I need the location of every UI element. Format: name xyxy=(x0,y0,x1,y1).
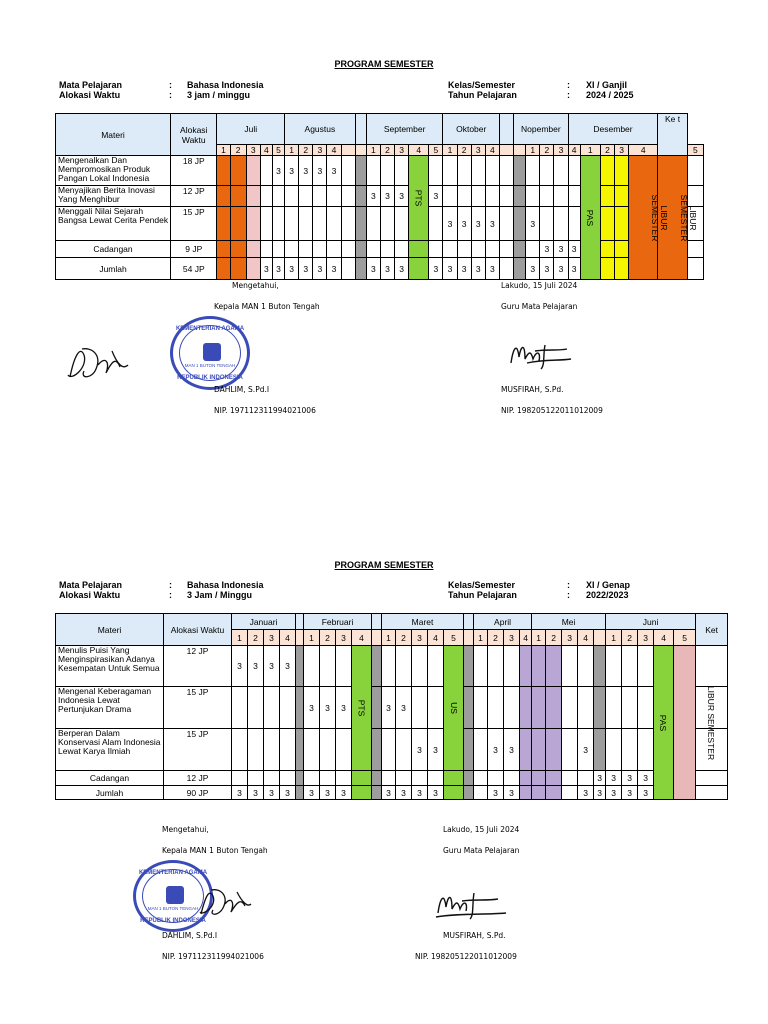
doc2-tempat: Lakudo, 15 Juli 2024 xyxy=(443,825,520,834)
colon: : xyxy=(567,80,570,90)
libur-block-1: LIBUR SEMESTER xyxy=(629,156,658,280)
alokasi-cell: 12 JP xyxy=(164,646,232,687)
doc1-kepala-nip: NIP. 197112311994021006 xyxy=(214,406,316,415)
month-februari: Februari xyxy=(304,614,372,630)
month-mei: Mei xyxy=(532,614,606,630)
doc1-tahun-label: Tahun Pelajaran xyxy=(448,90,517,100)
alokasi-cell: 9 JP xyxy=(171,241,217,258)
doc2-mengetahui: Mengetahui, xyxy=(162,825,209,834)
doc2-title: PROGRAM SEMESTER xyxy=(334,560,434,570)
doc1-guru: Guru Mata Pelajaran xyxy=(501,302,578,311)
doc2-tahun: 2022/2023 xyxy=(586,590,629,600)
doc1-tahun: 2024 / 2025 xyxy=(586,90,634,100)
official-stamp-icon: KEMENTERIAN AGAMA MAN 1 BUTON TENGAH REPUBLIK INDONESIA xyxy=(133,860,213,932)
materi-cell: Cadangan xyxy=(56,241,171,258)
us-block: US xyxy=(444,646,464,771)
doc1-schedule-table: Materi Alokasi Waktu Juli Agustus September Oktober Nopember Desember Ke t 1 2 3 4 5 1 2 3 4 1 2 3 4 5 1 2 3 4 1 2 3 4 1 2 3 4 5 Mengenalkan Dan Mempromosikan Produk Pangan Lokal Indonesia 18 JP 3 3 3 3 3 PTS PAS LIBUR SEMESTER LIBUR SEMESTER Menyajikan Berita Inovasi Yang Menghibur 12 JP 3 3 3 3 Menggali Nilai Sejarah Bangsa Lewat Cerita Pendek 15 JP 3 3 3 3 3 Cadangan 9 JP 3 3 3 Jumlah 54 JP 3 3 3 3 3 3 3 3 3 3 3 3 3 3 3 3 3 3 xyxy=(55,113,704,280)
doc2-guru-nama: MUSFIRAH, S.Pd. xyxy=(443,931,506,940)
doc2-kepala-nama: DAHLIM, S.Pd.I xyxy=(162,931,218,940)
doc1-mapel-label: Mata Pelajaran xyxy=(59,80,123,90)
materi-cell: Berperan Dalam Konservasi Alam Indonesia Lewat Karya Ilmiah xyxy=(56,729,164,771)
doc2-guru: Guru Mata Pelajaran xyxy=(443,846,520,855)
doc1-mengetahui: Mengetahui, xyxy=(232,281,279,290)
doc1-title: PROGRAM SEMESTER xyxy=(334,59,434,69)
official-stamp-icon: KEMENTERIAN AGAMA MAN 1 BUTON TENGAH REPUBLIK INDONESIA xyxy=(170,316,250,390)
doc1-mapel: Bahasa Indonesia xyxy=(187,80,264,90)
header-ket: Ke t xyxy=(658,114,687,156)
doc2-mapel: Bahasa Indonesia xyxy=(187,580,264,590)
month-desember: Desember xyxy=(568,114,658,145)
colon: : xyxy=(169,580,172,590)
pts-block: PTS xyxy=(409,156,429,241)
month-juli: Juli xyxy=(217,114,285,145)
guru-signature-icon xyxy=(430,885,510,925)
alokasi-cell: 15 JP xyxy=(164,729,232,771)
alokasi-cell: 18 JP xyxy=(171,156,217,186)
doc1-guru-nama: MUSFIRAH, S.Pd. xyxy=(501,385,564,394)
month-september: September xyxy=(366,114,443,145)
materi-cell: Menyajikan Berita Inovasi Yang Menghibur xyxy=(56,186,171,207)
header-alokasi: Alokasi Waktu xyxy=(171,114,217,156)
materi-cell: Mengenalkan Dan Mempromosikan Produk Pangan Lokal Indonesia xyxy=(56,156,171,186)
libur-block-2: LIBUR SEMESTER xyxy=(658,156,687,280)
month-april: April xyxy=(474,614,532,630)
materi-cell: Jumlah xyxy=(56,258,171,280)
alokasi-cell: 15 JP xyxy=(164,687,232,729)
materi-cell: Menggali Nilai Sejarah Bangsa Lewat Cerita Pendek xyxy=(56,207,171,241)
guru-signature-icon xyxy=(505,337,575,373)
doc1-alokasi: 3 jam / minggu xyxy=(187,90,251,100)
pas-block: PAS xyxy=(654,646,674,800)
doc1-kelas-label: Kelas/Semester xyxy=(448,80,516,90)
doc2-alokasi-label: Alokasi Waktu xyxy=(59,590,121,600)
doc1-kelas: XI / Ganjil xyxy=(586,80,628,90)
pts-block: PTS xyxy=(352,646,372,771)
colon: : xyxy=(567,580,570,590)
colon: : xyxy=(567,90,570,100)
kepala-signature-icon xyxy=(62,337,132,387)
header-materi: Materi xyxy=(56,114,171,156)
doc1-tempat: Lakudo, 15 Juli 2024 xyxy=(501,281,578,290)
colon: : xyxy=(169,90,172,100)
materi-cell: Jumlah xyxy=(56,786,164,800)
month-agustus: Agustus xyxy=(285,114,356,145)
materi-cell: Menulis Puisi Yang Menginspirasikan Adanya Kesempatan Untuk Semua xyxy=(56,646,164,687)
doc2-kepala: Kepala MAN 1 Buton Tengah xyxy=(162,846,268,855)
doc2-guru-nip: NIP. 198205122011012009 xyxy=(415,952,517,961)
header-ket: Ket xyxy=(696,614,728,646)
doc2-alokasi: 3 Jam / Minggu xyxy=(187,590,253,600)
doc1-kepala: Kepala MAN 1 Buton Tengah xyxy=(214,302,320,311)
alokasi-cell: 15 JP xyxy=(171,207,217,241)
colon: : xyxy=(567,590,570,600)
doc2-kelas-label: Kelas/Semester xyxy=(448,580,516,590)
pas-block: PAS xyxy=(580,156,600,280)
doc2-tahun-label: Tahun Pelajaran xyxy=(448,590,517,600)
month-januari: Januari xyxy=(232,614,296,630)
alokasi-cell: 12 JP xyxy=(171,186,217,207)
header-alokasi: Alokasi Waktu xyxy=(164,614,232,646)
libur-block: LIBUR SEMESTER xyxy=(674,646,696,800)
month-oktober: Oktober xyxy=(443,114,500,145)
doc1-kepala-nama: DAHLIM, S.Pd.I xyxy=(214,385,270,394)
alokasi-cell: 54 JP xyxy=(171,258,217,280)
doc2-kelas: XI / Genap xyxy=(586,580,631,590)
colon: : xyxy=(169,590,172,600)
month-nopember: Nopember xyxy=(514,114,568,145)
doc1-alokasi-label: Alokasi Waktu xyxy=(59,90,121,100)
doc2-mapel-label: Mata Pelajaran xyxy=(59,580,123,590)
doc1-guru-nip: NIP. 198205122011012009 xyxy=(501,406,603,415)
month-maret: Maret xyxy=(382,614,464,630)
kepala-signature-icon xyxy=(195,880,255,920)
doc2-kepala-nip: NIP. 197112311994021006 xyxy=(162,952,264,961)
colon: : xyxy=(169,80,172,90)
month-juni: Juni xyxy=(606,614,696,630)
doc2-schedule-table: Materi Alokasi Waktu Januari Februari Maret April Mei Juni Ket 1 2 3 4 1 2 3 4 1 2 3 4 5 1 2 3 4 1 2 3 4 1 2 3 4 5 Menulis Puisi Yang Menginspirasikan Adanya Kesempatan Untuk Semua 12 JP 3 3 3 3 PTS US PAS LIBUR SEMESTER Mengenal Keberagaman Indonesia Lewat Pertunjukan Drama 15 JP 3 3 3 3 3 Berperan Dalam Konservasi Alam Indonesia Lewat Karya Ilmiah 15 JP 3 3 3 3 3 Cadangan 12 JP 3 3 3 3 Jumlah 90 JP 3 3 3 3 3 3 3 3 3 3 3 3 3 3 3 3 3 3 xyxy=(55,613,728,800)
header-materi: Materi xyxy=(56,614,164,646)
alokasi-cell: 12 JP xyxy=(164,771,232,786)
materi-cell: Mengenal Keberagaman Indonesia Lewat Pertunjukan Drama xyxy=(56,687,164,729)
alokasi-cell: 90 JP xyxy=(164,786,232,800)
materi-cell: Cadangan xyxy=(56,771,164,786)
